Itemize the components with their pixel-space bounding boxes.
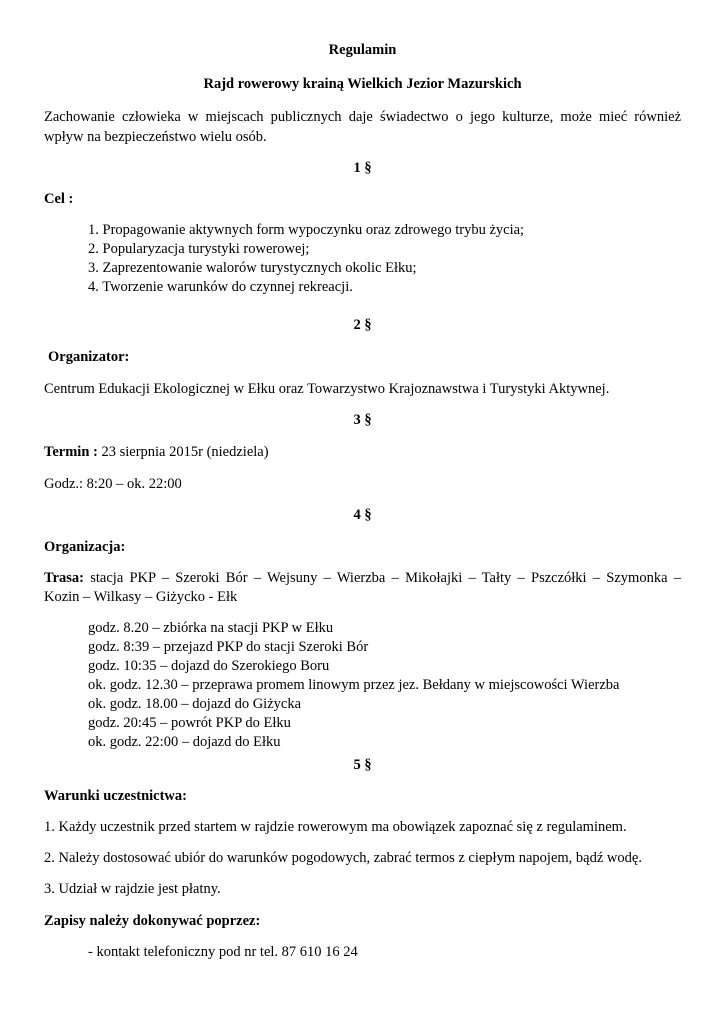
schedule-item: ok. godz. 12.30 – przeprawa promem linowym przez jez. Bełdany w miejscowości Wierzba [88,677,620,693]
condition-item: 1. Każdy uczestnik przed startem w rajdzie rowerowym ma obowiązek zapoznać się z regulaminem. [44,819,627,835]
section-2-heading: Organizator: [48,349,130,365]
goal-item: 3. Zaprezentowanie walorów turystycznych okolic Ełku; [88,260,417,276]
intro-line-1: Zachowanie człowieka w miejscach publicznych daje świadectwo o jego kulturze, może mieć również [44,109,681,125]
schedule-item: godz. 8.20 – zbiórka na stacji PKP w Ełku [88,620,334,636]
condition-item: 3. Udział w rajdzie jest płatny. [44,881,221,897]
section-4-mark: 4 § [353,507,372,523]
schedule-item: godz. 8:39 – przejazd PKP do stacji Szeroki Bór [88,639,369,655]
schedule-item: godz. 20:45 – powrót PKP do Ełku [88,715,291,731]
term-value: 23 sierpnia 2015r (niedziela) [101,444,269,460]
schedule-item: godz. 10:35 – dojazd do Szerokiego Boru [88,658,330,674]
section-5-mark: 5 § [353,757,372,773]
signup-heading: Zapisy należy dokonywać poprzez: [44,913,261,929]
term-line [44,443,269,461]
route-line-1 [44,569,681,587]
goal-item: 1. Propagowanie aktywnych form wypoczynku oraz zdrowego trybu życia; [88,222,525,238]
section-3-mark: 3 § [353,412,372,428]
section-1-heading: Cel : [44,191,74,207]
goal-item: 2. Popularyzacja turystyki rowerowej; [88,241,310,257]
document-subtitle: Rajd rowerowy krainą Wielkich Jezior Mazurskich [203,76,522,92]
route-stops: stacja PKP – Szeroki Bór – Wejsuny – Wierzba – Mikołajki – Tałty – Pszczółki – Szymonka – [90,570,681,586]
section-5-heading: Warunki uczestnictwa: [44,788,187,804]
hours-line: Godz.: 8:20 – ok. 22:00 [44,476,182,492]
goal-item: 4. Tworzenie warunków do czynnej rekreacji. [88,279,353,295]
condition-item: 2. Należy dostosować ubiór do warunków pogodowych, zabrać termos z ciepłym napojem, bądź wodę. [44,850,642,866]
section-1-mark: 1 § [353,160,372,176]
signup-item: - kontakt telefoniczny pod nr tel. 87 610 16 24 [88,944,358,960]
route-label: Trasa: [44,570,85,586]
document-title: Regulamin [328,42,397,58]
term-label: Termin : [44,444,98,460]
section-4-heading: Organizacja: [44,539,126,555]
organizer-text: Centrum Edukacji Ekologicznej w Ełku oraz Towarzystwo Krajoznawstwa i Turystyki Aktywnej. [44,381,610,397]
schedule-item: ok. godz. 18.00 – dojazd do Giżycka [88,696,302,712]
route-line-2: Kozin – Wilkasy – Giżycko - Ełk [44,589,238,605]
section-2-mark: 2 § [353,317,372,333]
intro-line-2: wpływ na bezpieczeństwo wielu osób. [44,129,267,145]
schedule-item: ok. godz. 22:00 – dojazd do Ełku [88,734,281,750]
